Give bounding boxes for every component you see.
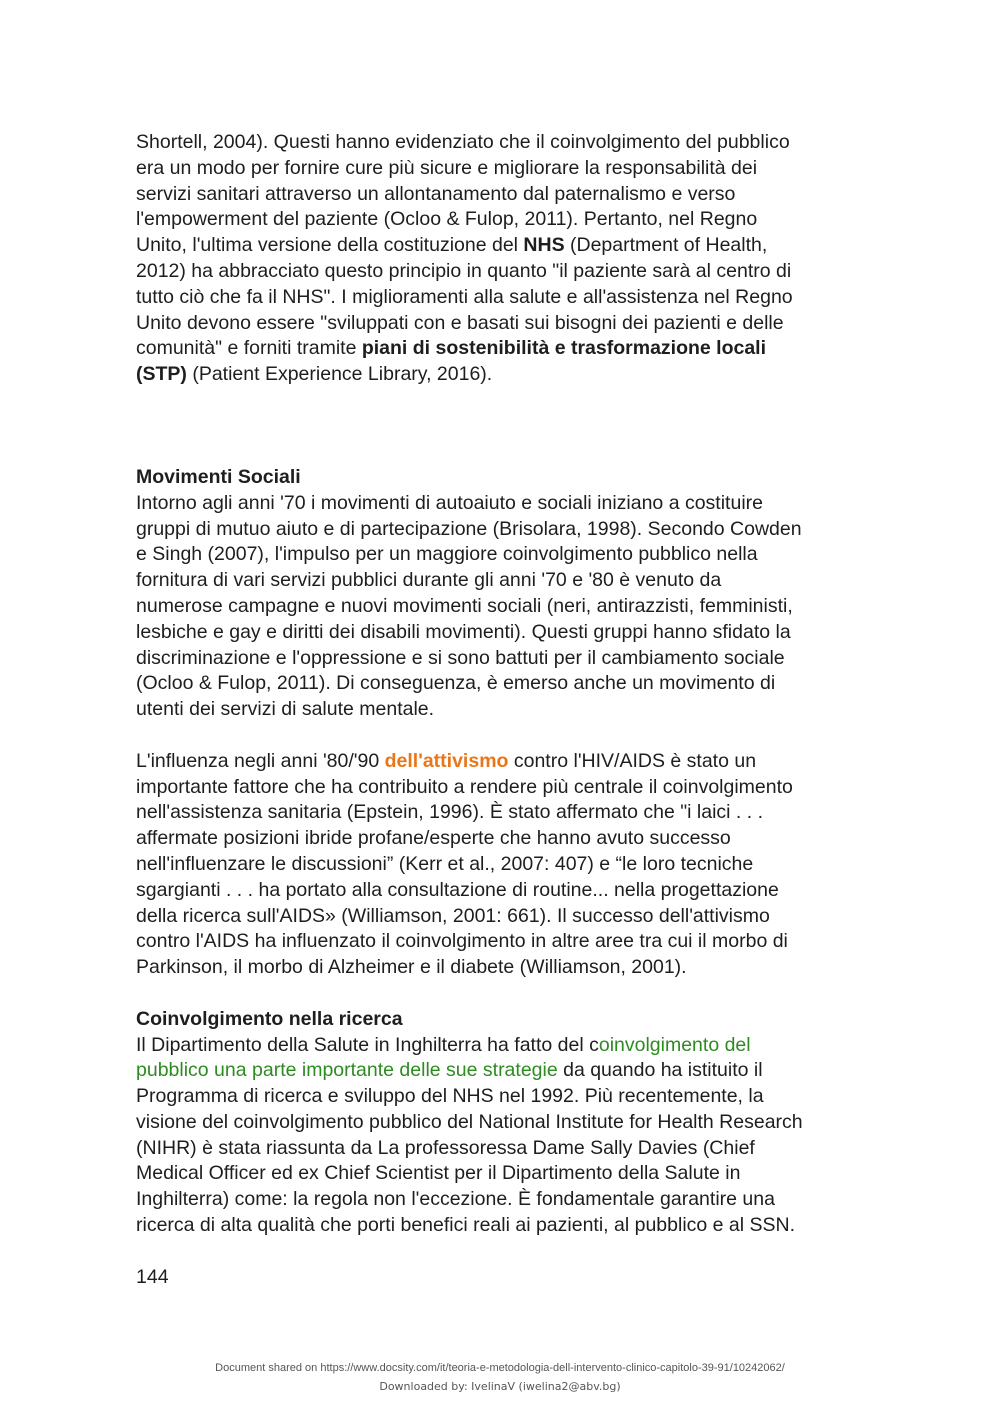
text-line: Medical Officer ed ex Chief Scientist per il Dipartimento della Salute in — [136, 1162, 741, 1185]
bold-stp-abbr: (STP) — [136, 363, 187, 386]
text-line: importante fattore che ha contribuito a rendere più centrale il coinvolgimento — [136, 775, 793, 798]
highlight-public-involvement: oinvolgimento del — [598, 1033, 751, 1056]
text-span: (Department of Health, — [564, 234, 768, 257]
text-line — [136, 749, 876, 775]
text-span: Il Dipartimento della Salute in Inghilterra ha fatto del c — [136, 1033, 599, 1056]
bold-stp-term: piani di sostenibilità e trasformazione locali — [361, 337, 767, 360]
text-line: servizi sanitari attraverso un allontanamento dal paternalismo e verso — [136, 182, 736, 205]
text-line: fornitura di vari servizi pubblici durante gli anni '70 e '80 è venuto da — [136, 569, 722, 592]
paragraph-intro — [136, 130, 876, 388]
footer-downloaded-by: Downloaded by: IvelinaV (iwelina2@abv.bg) — [379, 1380, 621, 1393]
text-line: sgargianti . . . ha portato alla consultazione di routine... nella progettazione — [136, 878, 779, 901]
text-line: affermate posizioni ibride profane/esperte che hanno avuto successo — [136, 827, 731, 850]
section-research-involvement — [136, 1007, 876, 1239]
bold-nhs: NHS — [523, 234, 565, 257]
section-social-movements — [136, 465, 876, 723]
section-heading: Coinvolgimento nella ricerca — [136, 1007, 403, 1030]
text-span: (Patient Experience Library, 2016). — [186, 363, 493, 386]
text-line: era un modo per fornire cure più sicure e migliorare la responsabilità dei — [136, 156, 758, 179]
text-line: ricerca di alta qualità che porti benefici reali ai pazienti, al pubblico e al SSN. — [136, 1214, 796, 1237]
text-line: Shortell, 2004). Questi hanno evidenziato che il coinvolgimento del pubblico — [136, 131, 790, 153]
text-line: Parkinson, il morbo di Alzheimer e il diabete (Williamson, 2001). — [136, 956, 687, 979]
text-line: Programma di ricerca e sviluppo del NHS nel 1992. Più recentemente, la — [136, 1085, 764, 1108]
text-line — [136, 336, 876, 362]
text-line: visione del coinvolgimento pubblico del National Institute for Health Research — [136, 1110, 803, 1133]
text-line: l'empowerment del paziente (Ocloo & Fulop, 2011). Pertanto, nel Regno — [136, 208, 758, 231]
text-line: discriminazione e l'oppressione e si sono battuti per il cambiamento sociale — [136, 646, 785, 669]
text-line: utenti dei servizi di salute mentale. — [136, 698, 435, 721]
text-line: Inghilterra) come: la regola non l'eccezione. È fondamentale garantire una — [136, 1188, 775, 1211]
text-line: numerose campagne e nuovi movimenti sociali (neri, antirazzisti, femministi, — [136, 594, 793, 617]
page-body — [136, 130, 876, 1239]
paragraph-hiv-activism — [136, 749, 876, 981]
text-line: contro l'AIDS ha influenzato il coinvolgimento in altre aree tra cui il morbo di — [136, 930, 788, 953]
text-line: della ricerca sull'AIDS» (Williamson, 2001: 661). Il successo dell'attivismo — [136, 904, 770, 927]
text-line: e Singh (2007), l'impulso per un maggiore coinvolgimento pubblico nella — [136, 543, 758, 566]
text-span: comunità" e forniti tramite — [136, 337, 362, 360]
page-number: 144 — [136, 1266, 169, 1288]
text-line: (NIHR) è stata riassunta da La professoressa Dame Sally Davies (Chief — [136, 1136, 755, 1159]
footer-shared-link[interactable]: Document shared on https://www.docsity.com/it/teoria-e-metodologia-dell-intervento-clinico-capitolo-39-91/10242062/ — [215, 1362, 785, 1374]
highlight-activism: dell'attivismo — [384, 749, 509, 772]
section-heading: Movimenti Sociali — [136, 465, 301, 488]
text-line — [136, 362, 876, 388]
text-line: tutto ciò che fa il NHS". I miglioramenti alla salute e all'assistenza nel Regno — [136, 285, 793, 308]
text-line: gruppi di mutuo aiuto e di partecipazione (Brisolara, 1998). Secondo Cowden — [136, 517, 802, 540]
text-span: contro l'HIV/AIDS è stato un — [508, 749, 757, 772]
text-line: nell'assistenza sanitaria (Epstein, 1996). È stato affermato che "i laici . . . — [136, 801, 764, 824]
highlight-public-involvement: pubblico una parte importante delle sue strategie — [136, 1059, 558, 1082]
text-line — [136, 1058, 876, 1084]
text-span: da quando ha istituito il — [557, 1059, 763, 1082]
text-line: lesbiche e gay e diritti dei disabili movimenti). Questi gruppi hanno sfidato la — [136, 620, 791, 643]
text-line: nell'influenzare le discussioni” (Kerr et al., 2007: 407) e “le loro tecniche — [136, 852, 754, 875]
text-line — [136, 233, 876, 259]
text-span: L'influenza negli anni '80/'90 — [136, 749, 385, 772]
text-line: (Ocloo & Fulop, 2011). Di conseguenza, è emerso anche un movimento di — [136, 672, 776, 695]
text-line: Unito devono essere "sviluppati con e basati sui bisogni dei pazienti e delle — [136, 311, 784, 334]
text-line: 2012) ha abbracciato questo principio in quanto "il paziente sarà al centro di — [136, 259, 792, 282]
text-span: Unito, l'ultima versione della costituzione del — [136, 234, 524, 257]
text-line: Intorno agli anni '70 i movimenti di autoaiuto e sociali iniziano a costituire — [136, 491, 763, 514]
text-line — [136, 1033, 876, 1059]
